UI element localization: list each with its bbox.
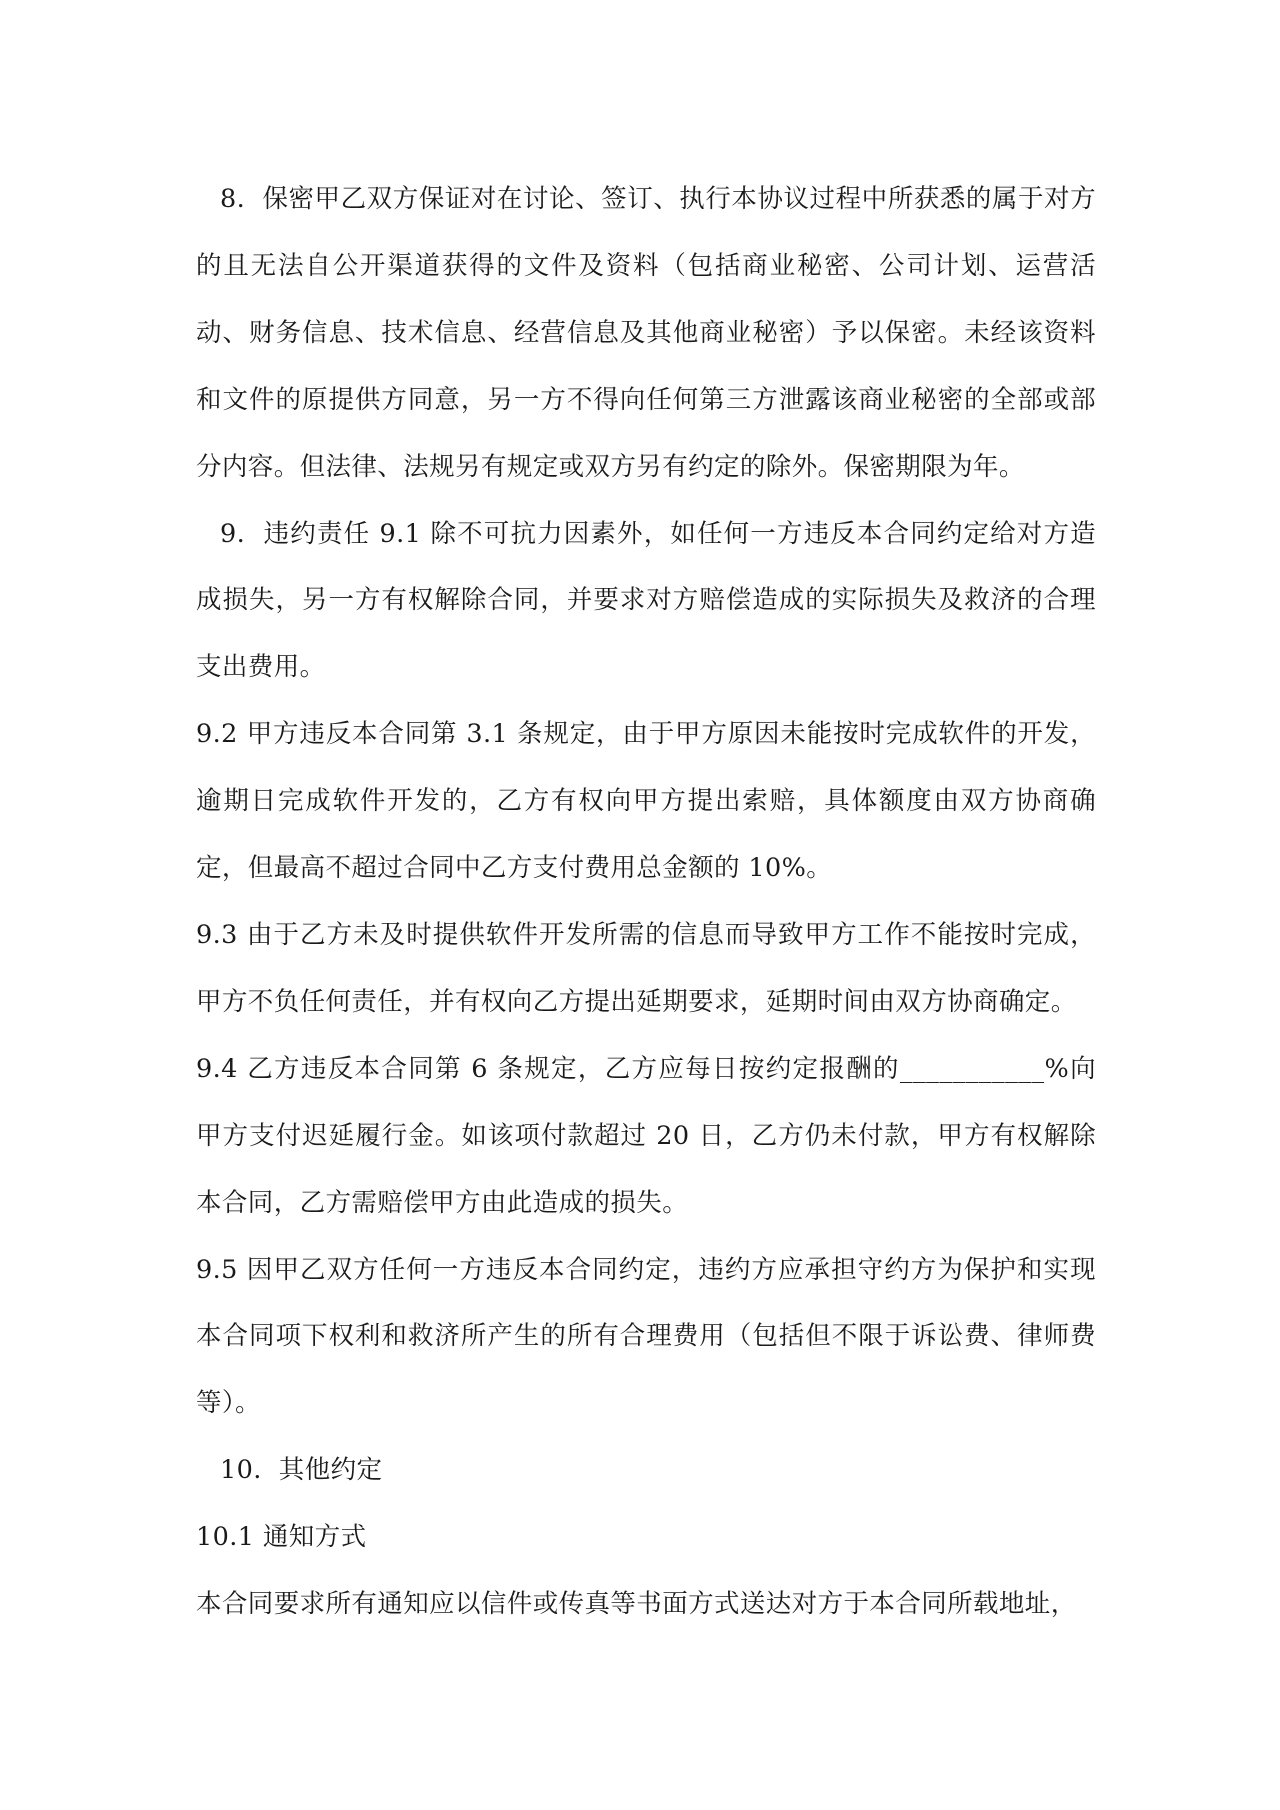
paragraph-confidentiality: 8. 保密甲乙双方保证对在讨论、签订、执行本协议过程中所获悉的属于对方的且无法自公开渠道获得的文件及资料（包括商业秘密、公司计划、运营活动、财务信息、技术信息、经营信息及其他商业秘密）予以保密。未经该资料和文件的原提供方同意，另一方不得向任何第三方泄露该商业秘密的全部或部分内容。但法律、法规另有规定或双方另有约定的除外。保密期限为年。 [196,184,1096,482]
section-heading-other: 10. 其他约定 [220,1455,383,1486]
paragraph-notice: 本合同要求所有通知应以信件或传真等书面方式送达对方于本合同所载地址， [196,1589,1077,1620]
paragraph-liability-9-1: 9. 违约责任 9.1 除不可抗力因素外，如任何一方违反本合同约定给对方造成损失，另一方有权解除合同，并要求对方赔偿造成的实际损失及救济的合理支出费用。 [196,518,1096,683]
paragraph-liability-9-2: 9.2 甲方违反本合同第 3.1 条规定，由于甲方原因未能按时完成软件的开发，逾期日完成软件开发的，乙方有权向甲方提出索赔，具体额度由双方协商确定，但最高不超过合同中乙方支付费用总金额的 10%。 [196,719,1096,884]
paragraph-liability-9-5: 9.5 因甲乙双方任何一方违反本合同约定，违约方应承担守约方为保护和实现本合同项下权利和救济所产生的所有合理费用（包括但不限于诉讼费、律师费等）。 [196,1254,1096,1419]
paragraph-liability-9-4: 9.4 乙方违反本合同第 6 条规定，乙方应每日按约定报酬的___________%向甲方支付迟延履行金。如该项付款超过 20 日，乙方仍未付款，甲方有权解除本合同，乙方需赔偿甲方由此造成的损失。 [196,1053,1096,1218]
paragraph-liability-9-3: 9.3 由于乙方未及时提供软件开发所需的信息而导致甲方工作不能按时完成，甲方不负任何责任，并有权向乙方提出延期要求，延期时间由双方协商确定。 [196,919,1096,1017]
document-page [196,166,1096,1638]
subsection-heading-notice: 10.1 通知方式 [196,1522,367,1553]
